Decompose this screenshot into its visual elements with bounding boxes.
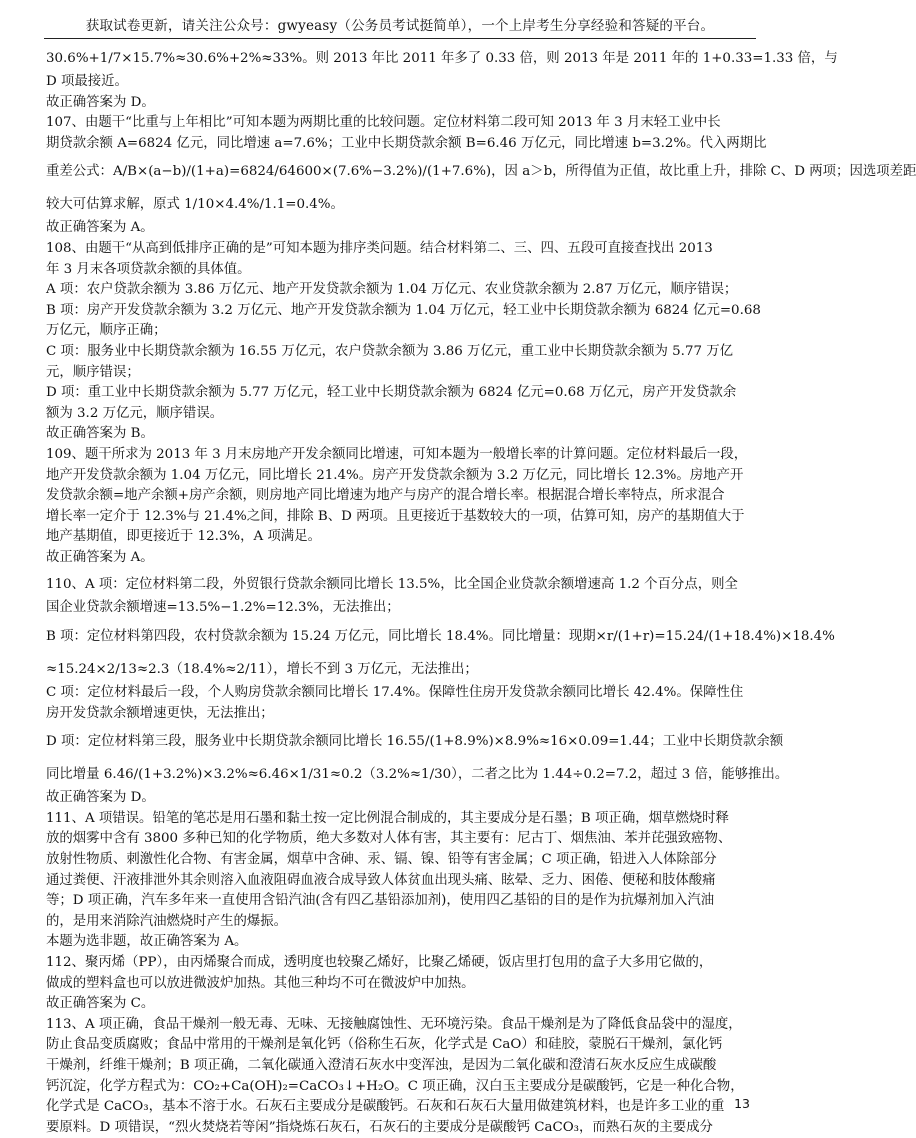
text-line: 的，是用来消除汽油燃烧时产生的爆振。 [46,913,288,929]
text-line: 年 3 月末各项贷款余额的具体值。 [46,261,251,277]
text-line: B 项：定位材料第四段，农村贷款余额为 15.24 万亿元，同比增长 18.4%。同比增量：现期×r/(1+r)=15.24/(1+18.4%)×18.4% [46,629,835,645]
text-line: D 项：重工业中长期贷款余额为 5.77 万亿元，轻工业中长期贷款余额为 6824 亿元=0.68 万亿元，房产开发贷款余 [46,385,737,401]
text-line: 要原料。D 项错误，“烈火焚烧若等闲”指烧炼石灰石，石灰石的主要成分是碳酸钙 CaCO₃，而熟石灰的主要成分 [46,1119,713,1135]
text-line: 国企业贷款余额增速=13.5%−1.2%=12.3%，无法推出； [46,600,400,616]
text-line: 放射性物质、刺激性化合物、有害金属，烟草中含砷、汞、镉、镍、铅等有害金属；C 项正确，铅进入人体除部分 [46,852,717,868]
text-line: D 项最接近。 [46,74,128,89]
text-line: 故正确答案为 A。 [46,549,154,565]
text-line: 房开发贷款余额增速更快，无法推出； [46,705,274,721]
page-number: 13 [734,1096,750,1111]
text-line: 发贷款余额=地产余额+房产余额，则房地产同比增速为地产与房产的混合增长率。根据混合增长率特点，所求混合 [46,488,725,504]
text-line: 113、A 项正确，食品干燥剂一般无毒、无味、无接触腐蚀性、无环境污染。食品干燥剂是为了降低食品袋中的湿度， [46,1016,742,1032]
text-line: 通过粪便、汗液排泄外其余则溶入血液阻碍血液合成导致人体贫血出现头痛、眩晕、乏力、困倦、便秘和肢体酸痛 [46,872,716,888]
text-line: A 项：农户贷款余额为 3.86 万亿元、地产开发贷款余额为 1.04 万亿元、农业贷款余额为 2.87 万亿元，顺序错误； [46,282,738,298]
text-line: 111、A 项错误。铅笔的笔芯是用石墨和黏土按一定比例混合制成的，其主要成分是石墨；B 项正确，烟草燃烧时释 [46,810,729,826]
text-line: 30.6%+1/7×15.7%≈30.6%+2%≈33%。则 2013 年比 2011 年多了 0.33 倍，则 2013 年是 2011 年的 1+0.33=1.33 倍，与 [46,51,838,66]
text-line: ≈15.24×2/13≈2.3（18.4%≈2/11），增长不到 3 万亿元，无法推出； [46,662,478,678]
text-line: 地产开发贷款余额为 1.04 万亿元，同比增长 21.4%。房产开发贷款余额为 3.2 万亿元，同比增长 12.3%。房地产开 [46,467,744,483]
text-line: 额为 3.2 万亿元，顺序错误。 [46,405,224,421]
text-line: 故正确答案为 B。 [46,426,154,442]
text-line: 本题为选非题，故正确答案为 A。 [46,934,248,950]
text-line: 做成的塑料盒也可以放进微波炉加热。其他三种均不可在微波炉中加热。 [46,975,475,991]
text-line: 增长率一定介于 12.3%与 21.4%之间，排除 B、D 两项。且更接近于基数较大的一项，估算可知，房产的基期值大于 [46,508,745,524]
text-line: 110、A 项：定位材料第二段，外贸银行贷款余额同比增长 13.5%，比全国企业贷款余额增速高 1.2 个百分点，则全 [46,577,738,593]
text-line: 地产基期值，即更接近于 12.3%，A 项满足。 [46,529,321,545]
text-line: 期贷款余额 A=6824 亿元，同比增速 a=7.6%；工业中长期贷款余额 B=6.46 万亿元，同比增速 b=3.2%。代入两期比 [46,135,767,151]
text-line: 干燥剂，纤维干燥剂；B 项正确，二氧化碳通入澄清石灰水中变浑浊，是因为二氧化碳和澄清石灰水反应生成碳酸 [46,1057,717,1073]
text-line: 108、由题干“从高到低排序正确的是”可知本题为排序类问题。结合材料第二、三、四、五段可直接查找出 2013 [46,240,713,256]
text-line: 故正确答案为 D。 [46,94,155,110]
text-line: 112、聚丙烯（PP），由丙烯聚合而成，透明度也较聚乙烯好，比聚乙烯硬，饭店里打包用的盒子大多用它做的， [46,955,713,970]
text-line: C 项：服务业中长期贷款余额为 16.55 万亿元，农户贷款余额为 3.86 万亿元，重工业中长期贷款余额为 5.77 万亿 [46,343,734,359]
text-line: 109、题干所求为 2013 年 3 月末房地产开发余额同比增速，可知本题为一般增长率的计算问题。定位材料最后一段， [46,446,748,462]
text-line: B 项：房产开发贷款余额为 3.2 万亿元、地产开发贷款余额为 1.04 万亿元，轻工业中长期贷款余额为 6824 亿元=0.68 [46,302,761,318]
text-line: 元，顺序错误； [46,364,140,380]
text-line: 钙沉淀，化学方程式为：CO₂+Ca(OH)₂=CaCO₃↓+H₂O。C 项正确，汉白玉主要成分是碳酸钙，它是一种化合物， [46,1078,744,1094]
text-line: 107、由题干“比重与上年相比”可知本题为两期比重的比较问题。定位材料第二段可知 2013 年 3 月末轻工业中长 [46,115,721,131]
document-body [46,42,916,1138]
text-line: 防止食品变质腐败；食品中常用的干燥剂是氧化钙（俗称生石灰，化学式是 CaO）和硅胶，蒙脱石干燥剂，氯化钙 [46,1037,723,1053]
text-line: C 项：定位材料最后一段，个人购房贷款余额同比增长 17.4%。保障性住房开发贷款余额同比增长 42.4%。保障性住 [46,685,744,701]
header-rule [44,38,756,39]
text-line: 较大可估算求解，原式 1/10×4.4%/1.1=0.4%。 [46,197,344,213]
text-line: 同比增量 6.46/(1+3.2%)×3.2%≈6.46×1/31≈0.2（3.2%≈1/30），二者之比为 1.44÷0.2=7.2，超过 3 倍，能够推出。 [46,767,789,783]
text-line: D 项：定位材料第三段，服务业中长期贷款余额同比增长 16.55/(1+8.9%)×8.9%≈16×0.09=1.44；工业中长期贷款余额 [46,734,784,750]
text-line: 故正确答案为 D。 [46,790,155,806]
text-line: 万亿元，顺序正确； [46,323,167,339]
text-line: 重差公式：A/B×(a−b)/(1+a)=6824/64600×(7.6%−3.2%)/(1+7.6%)，因 a＞b，所得值为正值，故比重上升，排除 C、D 两项；因选项差距 [46,164,916,180]
text-line: 故正确答案为 C。 [46,996,155,1012]
text-line: 化学式是 CaCO₃，基本不溶于水。石灰石主要成分是碳酸钙。石灰和石灰石大量用做建筑材料，也是许多工业的重 [46,1099,725,1115]
text-line: 故正确答案为 A。 [46,220,154,236]
text-line: 等；D 项正确，汽车多年来一直使用含铅汽油(含有四乙基铅添加剂)，使用四乙基铅的目的是作为抗爆剂加入汽油 [46,893,715,909]
text-line: 放的烟雾中含有 3800 多种已知的化学物质，绝大多数对人体有害，其主要有：尼古丁、烟焦油、苯并芘强致癌物、 [46,831,732,847]
page-header: 获取试卷更新，请关注公众号：gwyeasy（公务员考试挺简单），一个上岸考生分享经验和答疑的平台。 [85,18,715,34]
